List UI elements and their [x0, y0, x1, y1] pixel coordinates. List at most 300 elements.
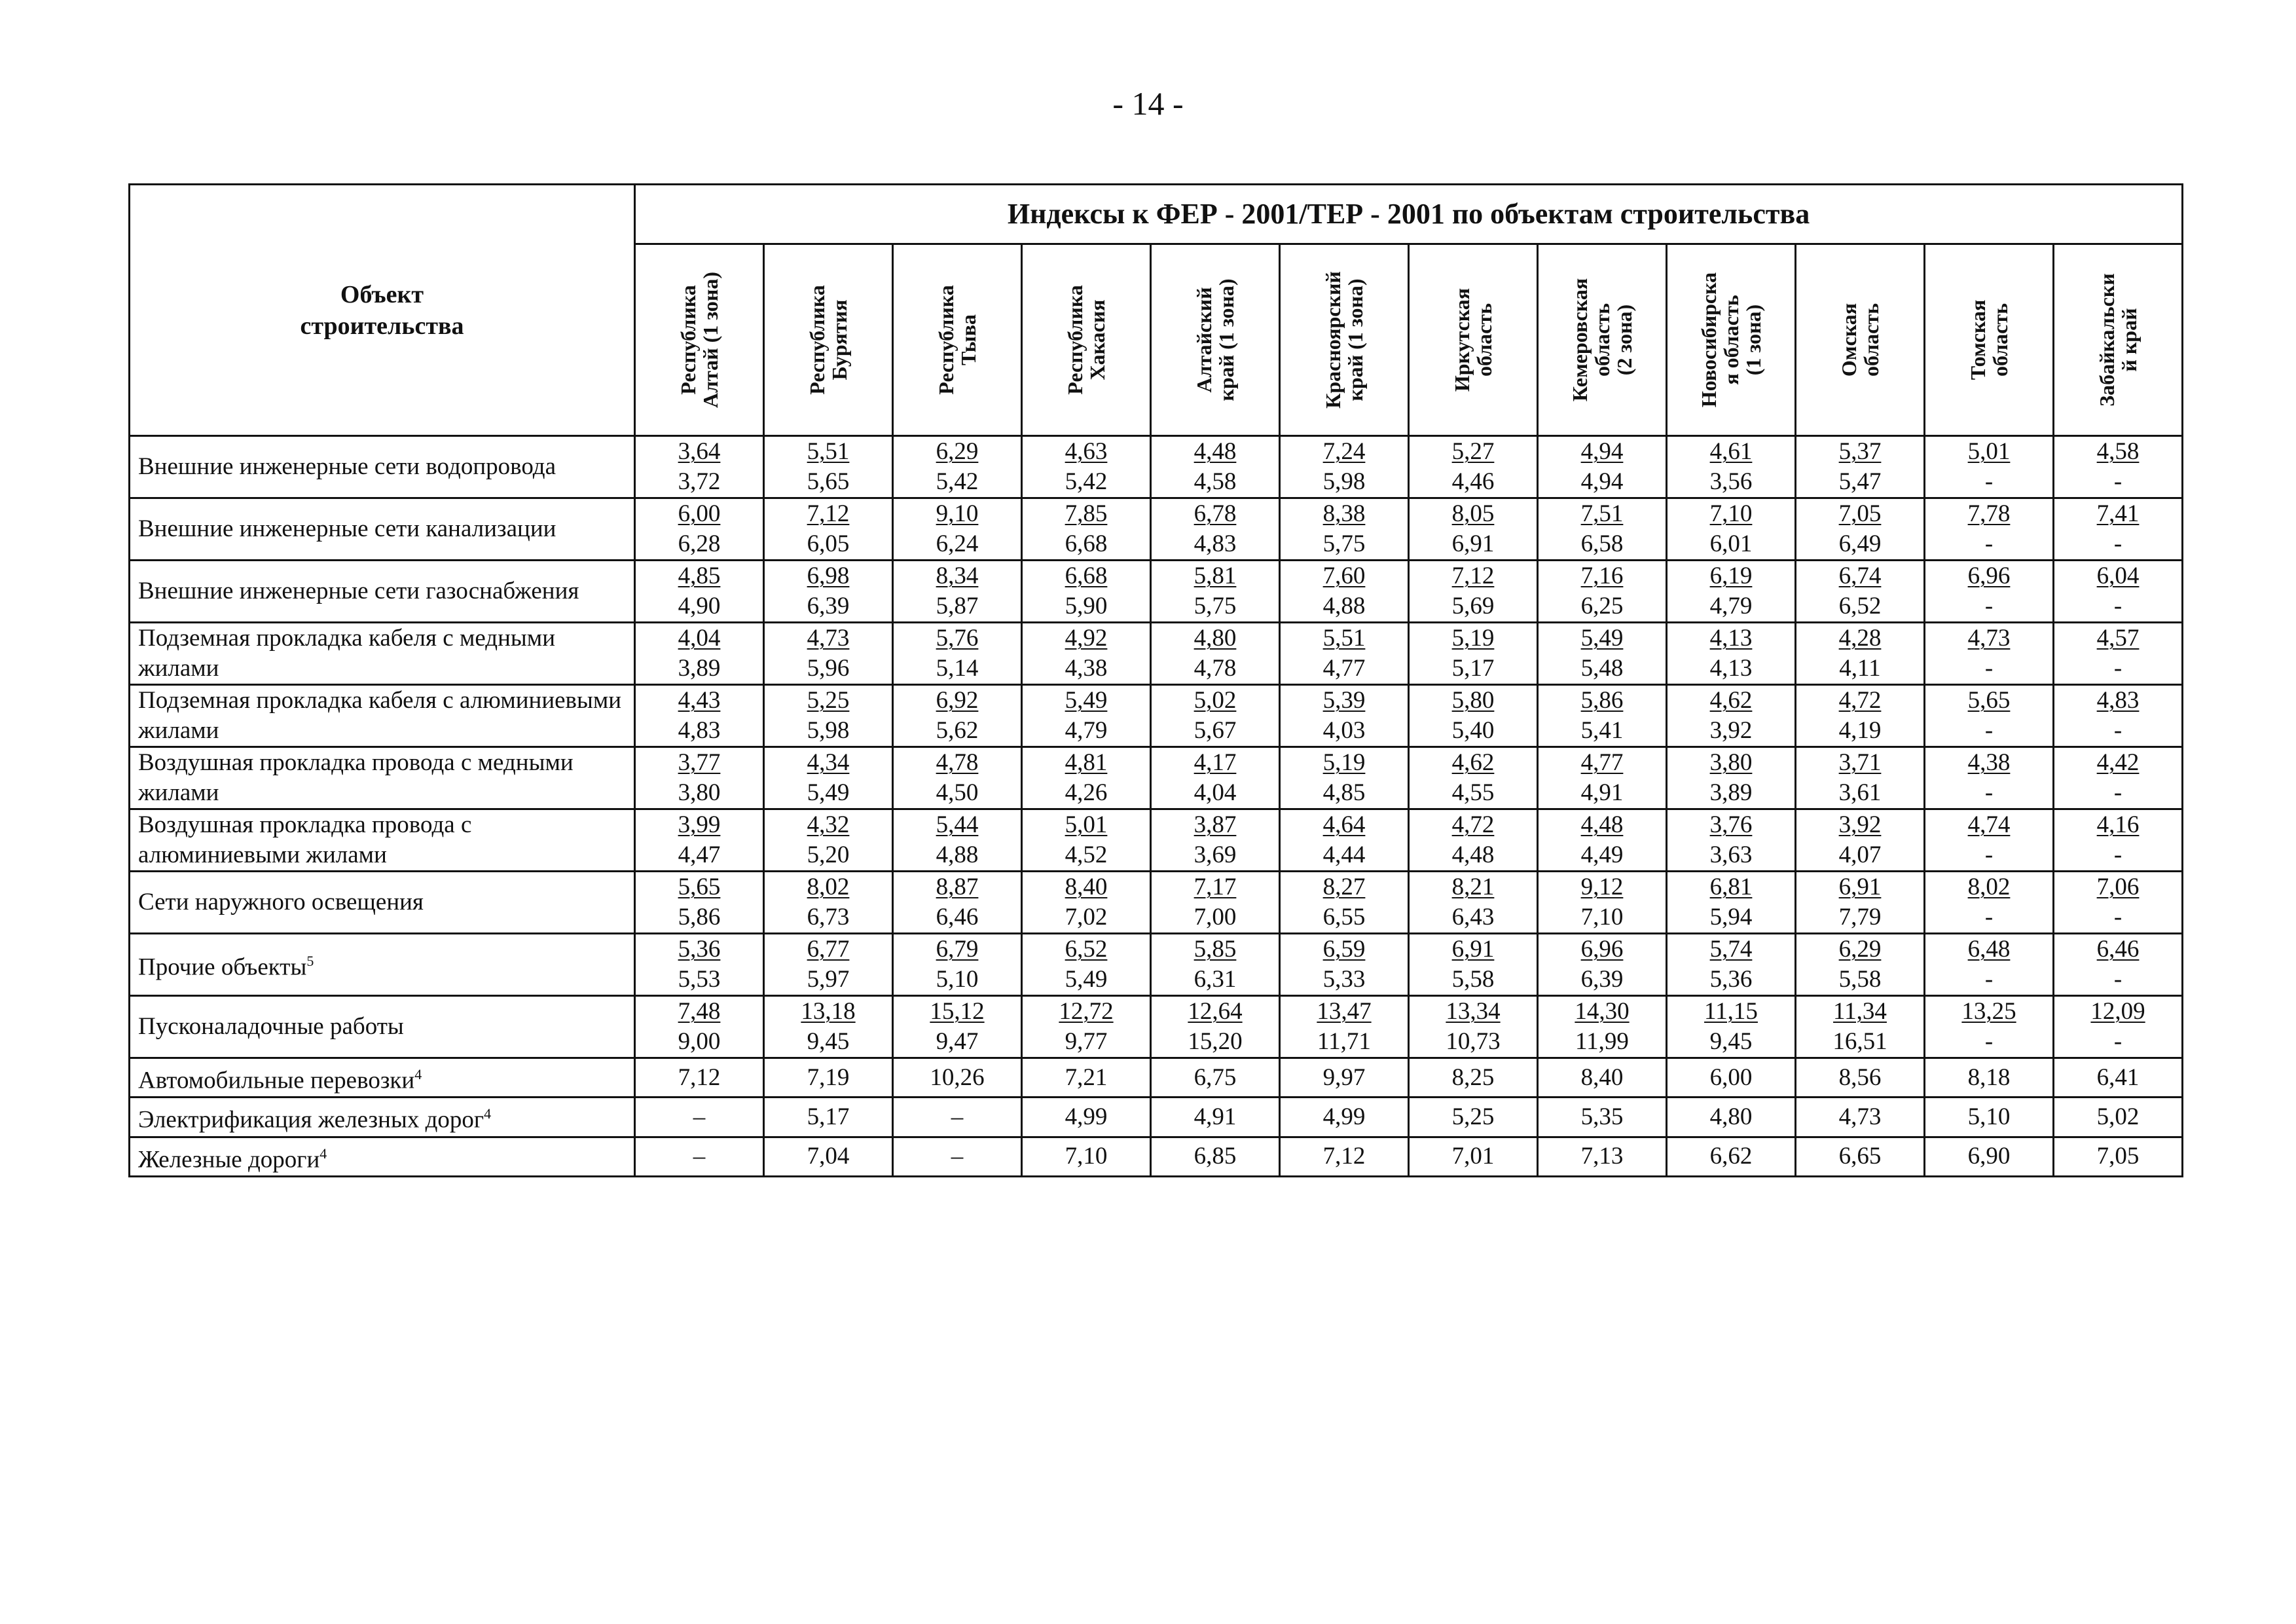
index-value-ter: 5,65 [807, 468, 850, 495]
index-cell [1538, 623, 1667, 685]
index-cell [1538, 747, 1667, 809]
index-value-fer: 13,34 [1446, 998, 1501, 1025]
index-value-fer: 7,12 [807, 500, 850, 527]
index-value-fer: 4,48 [1194, 438, 1237, 465]
index-value-ter: 3,56 [1709, 468, 1753, 495]
row-label-text: Воздушная прокладка провода с алюминиевыми жилами [138, 811, 472, 868]
index-value-ter: 4,85 [1322, 779, 1366, 806]
index-value-fer: 6,81 [1709, 874, 1753, 900]
index-value-fer: 4,62 [1709, 687, 1753, 714]
index-value-fer: 4,43 [678, 687, 721, 714]
region-header [1022, 244, 1151, 436]
index-cell [1796, 623, 1925, 685]
region-header [1796, 244, 1925, 436]
index-value-ter: 5,20 [807, 841, 850, 868]
index-cell [1925, 685, 2054, 747]
index-value-fer: 6,68 [1065, 563, 1108, 589]
row-label-text: Железные дороги [138, 1145, 320, 1173]
index-value-fer: 4,61 [1709, 438, 1753, 465]
index-value-fer: 6,78 [1194, 500, 1237, 527]
index-value-fer: 4,48 [1580, 811, 1624, 838]
index-value-ter: 4,90 [678, 593, 721, 619]
index-value-ter: 4,50 [936, 779, 979, 806]
index-cell [1151, 809, 1280, 872]
index-cell [635, 561, 764, 623]
index-cell [1796, 498, 1925, 561]
index-cell [1022, 498, 1151, 561]
index-value: – [893, 1098, 1022, 1137]
index-value-fer: 6,04 [2096, 563, 2140, 589]
region-header-label: Кемеровская область (2 зона) [1568, 278, 1636, 402]
index-value-fer: 7,06 [2096, 874, 2140, 900]
index-value-fer: 4,42 [2096, 749, 2140, 776]
index-value-ter: 11,71 [1317, 1028, 1371, 1055]
index-value-ter: - [2113, 468, 2123, 495]
index-value-fer: 4,94 [1580, 438, 1624, 465]
index-value-fer: 7,05 [1838, 500, 1882, 527]
index-cell [1538, 436, 1667, 498]
index-value-fer: 13,47 [1317, 998, 1372, 1025]
index-value-ter: 7,00 [1194, 904, 1237, 931]
index-value-fer: 5,01 [1967, 438, 2011, 465]
index-cell [1925, 498, 2054, 561]
index-cell [1280, 623, 1409, 685]
index-value-ter: 3,69 [1194, 841, 1237, 868]
index-value-fer: 4,81 [1065, 749, 1108, 776]
object-column-header [130, 185, 635, 436]
index-cell [1925, 747, 2054, 809]
index-cell [1796, 561, 1925, 623]
index-cell [635, 623, 764, 685]
index-cell [1151, 934, 1280, 996]
index-value-ter: 7,10 [1580, 904, 1624, 931]
index-value-ter: 5,86 [678, 904, 721, 931]
index-value-ter: 7,79 [1838, 904, 1882, 931]
index-cell [1667, 498, 1796, 561]
index-value-ter: - [2113, 966, 2123, 993]
index-value-ter: 6,46 [936, 904, 979, 931]
index-value-ter: - [1984, 530, 1994, 557]
table-row [130, 1137, 2183, 1176]
index-cell [635, 747, 764, 809]
index-cell [1925, 872, 2054, 934]
index-value-fer: 7,48 [678, 998, 721, 1025]
index-cell [1667, 685, 1796, 747]
index-value-ter: 4,38 [1065, 655, 1108, 682]
index-value-ter: 5,17 [1451, 655, 1495, 682]
index-cell [764, 809, 893, 872]
index-value-ter: - [2113, 779, 2123, 806]
index-value-ter: 5,87 [936, 593, 979, 619]
index-value-ter: - [1984, 468, 1994, 495]
index-cell [1796, 685, 1925, 747]
index-value-fer: 4,78 [936, 749, 979, 776]
index-value-fer: 4,58 [2096, 438, 2140, 465]
index-cell [1280, 872, 1409, 934]
index-cell [1667, 747, 1796, 809]
table-row [130, 809, 2183, 872]
index-cell [893, 561, 1022, 623]
region-header-label: Иркутская область [1450, 287, 1496, 392]
index-cell [1538, 685, 1667, 747]
index-value-ter: 5,90 [1065, 593, 1108, 619]
index-value-fer: 5,27 [1451, 438, 1495, 465]
indices-table [128, 183, 2183, 1177]
index-cell [893, 934, 1022, 996]
index-value-ter: 4,13 [1709, 655, 1753, 682]
index-value-fer: 5,65 [678, 874, 721, 900]
index-value-ter: 5,47 [1838, 468, 1882, 495]
index-value-fer: 6,91 [1451, 936, 1495, 963]
index-value-fer: 7,10 [1709, 500, 1753, 527]
index-cell [1409, 996, 1538, 1058]
index-cell [764, 436, 893, 498]
table-row [130, 1058, 2183, 1098]
region-header [1925, 244, 2054, 436]
index-cell [1151, 561, 1280, 623]
region-header [1151, 244, 1280, 436]
index-cell [1796, 996, 1925, 1058]
index-value-fer: 8,34 [936, 563, 979, 589]
index-value-ter: - [2113, 1028, 2123, 1055]
row-label [130, 561, 635, 623]
index-cell [893, 623, 1022, 685]
region-header-label: Новосибирска я область (1 зона) [1697, 272, 1765, 408]
region-header-label: Республика Хакасия [1063, 285, 1109, 395]
index-cell [1022, 623, 1151, 685]
index-value-fer: 5,44 [936, 811, 979, 838]
index-cell [635, 934, 764, 996]
index-value-fer: 4,72 [1451, 811, 1495, 838]
index-value-fer: 9,12 [1580, 874, 1624, 900]
index-cell [1409, 561, 1538, 623]
index-value: 8,40 [1538, 1058, 1667, 1098]
index-cell [1409, 747, 1538, 809]
index-value-ter: 3,92 [1709, 717, 1753, 744]
index-value-fer: 4,28 [1838, 625, 1882, 652]
table-row [130, 872, 2183, 934]
index-value-ter: 6,24 [936, 530, 979, 557]
index-value: 6,00 [1667, 1058, 1796, 1098]
index-value-ter: 4,44 [1322, 841, 1366, 868]
index-cell [1022, 436, 1151, 498]
index-value-fer: 6,00 [678, 500, 721, 527]
index-value-fer: 7,78 [1967, 500, 2011, 527]
index-cell [635, 498, 764, 561]
index-value-fer: 7,24 [1322, 438, 1366, 465]
index-value-ter: 6,01 [1709, 530, 1753, 557]
index-value: 7,12 [1280, 1137, 1409, 1176]
index-cell [1022, 685, 1151, 747]
index-value-fer: 5,80 [1451, 687, 1495, 714]
row-label-text: Внешние инженерные сети газоснабжения [138, 578, 579, 604]
index-value-ter: 5,49 [1065, 966, 1108, 993]
index-cell [2054, 996, 2183, 1058]
index-cell [1022, 809, 1151, 872]
index-value: 10,26 [893, 1058, 1022, 1098]
index-value-ter: 4,52 [1065, 841, 1108, 868]
index-value-ter: 10,73 [1446, 1028, 1501, 1055]
index-value-fer: 13,18 [801, 998, 856, 1025]
region-header [764, 244, 893, 436]
index-cell [1925, 809, 2054, 872]
index-value-ter: 3,89 [1709, 779, 1753, 806]
index-value-ter: 5,53 [678, 966, 721, 993]
index-cell [893, 685, 1022, 747]
index-value-fer: 4,72 [1838, 687, 1882, 714]
index-cell [1667, 872, 1796, 934]
index-value-fer: 5,51 [1322, 625, 1366, 652]
index-value-ter: 6,05 [807, 530, 850, 557]
index-value-ter: 5,94 [1709, 904, 1753, 931]
index-cell [764, 996, 893, 1058]
index-cell [2054, 561, 2183, 623]
index-value-ter: - [2113, 841, 2123, 868]
index-value-fer: 5,19 [1451, 625, 1495, 652]
index-value-ter: 5,75 [1322, 530, 1366, 557]
row-label-text: Пусконаладочные работы [138, 1013, 404, 1040]
index-value: – [893, 1137, 1022, 1176]
row-label [130, 623, 635, 685]
region-header [893, 244, 1022, 436]
index-value: 7,05 [2054, 1137, 2183, 1176]
index-value-ter: 3,61 [1838, 779, 1882, 806]
index-value-fer: 4,32 [807, 811, 850, 838]
index-value-ter: 5,75 [1194, 593, 1237, 619]
index-value: 7,19 [764, 1058, 893, 1098]
index-value-fer: 3,92 [1838, 811, 1882, 838]
row-label [130, 1098, 635, 1137]
row-label [130, 996, 635, 1058]
index-value: 7,12 [635, 1058, 764, 1098]
index-value-fer: 3,80 [1709, 749, 1753, 776]
index-value: 4,99 [1022, 1098, 1151, 1137]
footnote-marker: 5 [306, 953, 314, 970]
region-header-label: Алтайский край (1 зона) [1192, 278, 1238, 401]
index-value-ter: 7,02 [1065, 904, 1108, 931]
index-value-ter: 4,77 [1322, 655, 1366, 682]
index-value-ter: 6,39 [1580, 966, 1624, 993]
index-value-ter: 5,58 [1838, 966, 1882, 993]
index-value-ter: - [1984, 1028, 1994, 1055]
index-value-fer: 6,79 [936, 936, 979, 963]
index-value-ter: - [2113, 530, 2123, 557]
row-label [130, 809, 635, 872]
index-value-fer: 4,83 [2096, 687, 2140, 714]
index-cell [1022, 996, 1151, 1058]
index-value-ter: 4,04 [1194, 779, 1237, 806]
index-value-fer: 6,92 [936, 687, 979, 714]
index-value-fer: 5,86 [1580, 687, 1624, 714]
index-cell [1409, 436, 1538, 498]
index-value-fer: 5,37 [1838, 438, 1882, 465]
table-row [130, 561, 2183, 623]
footnote-marker: 4 [319, 1145, 327, 1162]
index-value-ter: 9,45 [1709, 1028, 1753, 1055]
row-label-text: Подземная прокладка кабеля с медными жилами [138, 625, 556, 682]
index-cell [1280, 747, 1409, 809]
index-cell [764, 685, 893, 747]
index-value-ter: 6,31 [1194, 966, 1237, 993]
index-cell [1925, 436, 2054, 498]
index-cell [635, 872, 764, 934]
index-value-fer: 8,38 [1322, 500, 1366, 527]
index-cell [764, 498, 893, 561]
index-value-fer: 11,34 [1833, 998, 1887, 1025]
row-label [130, 685, 635, 747]
index-value-ter: 6,73 [807, 904, 850, 931]
index-value-ter: 5,49 [807, 779, 850, 806]
region-header-label: Красноярский край (1 зона) [1321, 271, 1367, 409]
index-value: – [635, 1137, 764, 1176]
index-value-ter: 4,55 [1451, 779, 1495, 806]
index-value-fer: 4,13 [1709, 625, 1753, 652]
index-value-fer: 6,19 [1709, 563, 1753, 589]
index-value-ter: 16,51 [1832, 1028, 1887, 1055]
region-header [1409, 244, 1538, 436]
index-value-ter: 4,88 [1322, 593, 1366, 619]
index-cell [1151, 685, 1280, 747]
index-value-fer: 7,12 [1451, 563, 1495, 589]
index-cell [893, 498, 1022, 561]
index-value: 4,99 [1280, 1098, 1409, 1137]
index-value-ter: 5,98 [807, 717, 850, 744]
index-cell [1796, 934, 1925, 996]
index-value: 7,10 [1022, 1137, 1151, 1176]
index-cell [1151, 436, 1280, 498]
index-value: 8,56 [1796, 1058, 1925, 1098]
index-value-fer: 8,40 [1065, 874, 1108, 900]
index-value-fer: 13,25 [1961, 998, 2016, 1025]
table-row [130, 685, 2183, 747]
index-cell [1796, 809, 1925, 872]
index-value-fer: 6,96 [1580, 936, 1624, 963]
index-cell [1667, 561, 1796, 623]
index-value-fer: 12,09 [2090, 998, 2145, 1025]
index-value-ter: 5,48 [1580, 655, 1624, 682]
region-header-label: Республика Тыва [934, 285, 980, 395]
region-header [1667, 244, 1796, 436]
index-value-fer: 7,51 [1580, 500, 1624, 527]
index-cell [1022, 747, 1151, 809]
index-value-ter: 4,19 [1838, 717, 1882, 744]
index-value-ter: 6,43 [1451, 904, 1495, 931]
index-value-fer: 5,76 [936, 625, 979, 652]
index-value-fer: 6,98 [807, 563, 850, 589]
index-value-ter: 9,47 [936, 1028, 979, 1055]
index-value-ter: - [1984, 593, 1994, 619]
index-value-fer: 8,02 [807, 874, 850, 900]
index-value-fer: 4,17 [1194, 749, 1237, 776]
index-cell [1280, 934, 1409, 996]
row-label [130, 747, 635, 809]
index-cell [1151, 996, 1280, 1058]
row-label-text: Автомобильные перевозки [138, 1067, 415, 1094]
row-label [130, 872, 635, 934]
index-value-ter: 6,52 [1838, 593, 1882, 619]
index-value-fer: 5,49 [1580, 625, 1624, 652]
index-value-ter: 4,03 [1322, 717, 1366, 744]
index-value-fer: 5,02 [1194, 687, 1237, 714]
index-cell [1667, 809, 1796, 872]
index-value-fer: 5,51 [807, 438, 850, 465]
index-value-fer: 4,63 [1065, 438, 1108, 465]
index-cell [2054, 934, 2183, 996]
region-header-label: Томская область [1966, 299, 2012, 380]
region-header-label: Республика Бурятия [805, 285, 851, 395]
index-value-ter: - [1984, 717, 1994, 744]
index-value-ter: 5,42 [936, 468, 979, 495]
index-value-fer: 4,85 [678, 563, 721, 589]
index-cell [1151, 498, 1280, 561]
index-cell [893, 436, 1022, 498]
index-value-ter: 5,42 [1065, 468, 1108, 495]
row-label-text: Сети наружного освещения [138, 889, 424, 915]
index-cell [1538, 498, 1667, 561]
index-value-fer: 8,05 [1451, 500, 1495, 527]
index-cell [1409, 498, 1538, 561]
index-cell [1538, 809, 1667, 872]
index-value-fer: 4,16 [2096, 811, 2140, 838]
index-cell [1667, 436, 1796, 498]
index-value-ter: 4,79 [1065, 717, 1108, 744]
index-value-ter: 9,00 [678, 1028, 721, 1055]
index-cell [1925, 996, 2054, 1058]
index-value-fer: 8,21 [1451, 874, 1495, 900]
index-value-ter: 4,58 [1194, 468, 1237, 495]
index-value-ter: - [1984, 779, 1994, 806]
index-value-fer: 7,17 [1194, 874, 1237, 900]
index-value-ter: 3,89 [678, 655, 721, 682]
index-value-ter: 4,94 [1580, 468, 1624, 495]
index-value-fer: 6,59 [1322, 936, 1366, 963]
region-header [1538, 244, 1667, 436]
index-value: 8,25 [1409, 1058, 1538, 1098]
index-value: 6,85 [1151, 1137, 1280, 1176]
index-cell [1280, 436, 1409, 498]
index-cell [635, 809, 764, 872]
index-value-fer: 6,77 [807, 936, 850, 963]
index-value-ter: 3,80 [678, 779, 721, 806]
index-value-ter: 9,45 [807, 1028, 850, 1055]
index-value-ter: 6,58 [1580, 530, 1624, 557]
index-cell [1409, 623, 1538, 685]
index-cell [1796, 436, 1925, 498]
index-value-fer: 3,64 [678, 438, 721, 465]
index-cell [893, 872, 1022, 934]
index-value-ter: 6,49 [1838, 530, 1882, 557]
index-value-ter: 4,49 [1580, 841, 1624, 868]
index-value-fer: 3,71 [1838, 749, 1882, 776]
index-cell [893, 809, 1022, 872]
index-value-ter: 5,62 [936, 717, 979, 744]
index-value-ter: 5,41 [1580, 717, 1624, 744]
index-cell [2054, 809, 2183, 872]
index-value-ter: 15,20 [1188, 1028, 1243, 1055]
index-value-ter: 4,78 [1194, 655, 1237, 682]
index-value-fer: 3,77 [678, 749, 721, 776]
index-value: 5,25 [1409, 1098, 1538, 1137]
index-value-fer: 4,74 [1967, 811, 2011, 838]
index-cell [1409, 934, 1538, 996]
index-cell [1538, 934, 1667, 996]
index-value-fer: 15,12 [930, 998, 985, 1025]
index-value-fer: 8,02 [1967, 874, 2011, 900]
index-cell [1151, 872, 1280, 934]
index-cell [1409, 809, 1538, 872]
table-row [130, 1098, 2183, 1137]
index-value: 4,80 [1667, 1098, 1796, 1137]
